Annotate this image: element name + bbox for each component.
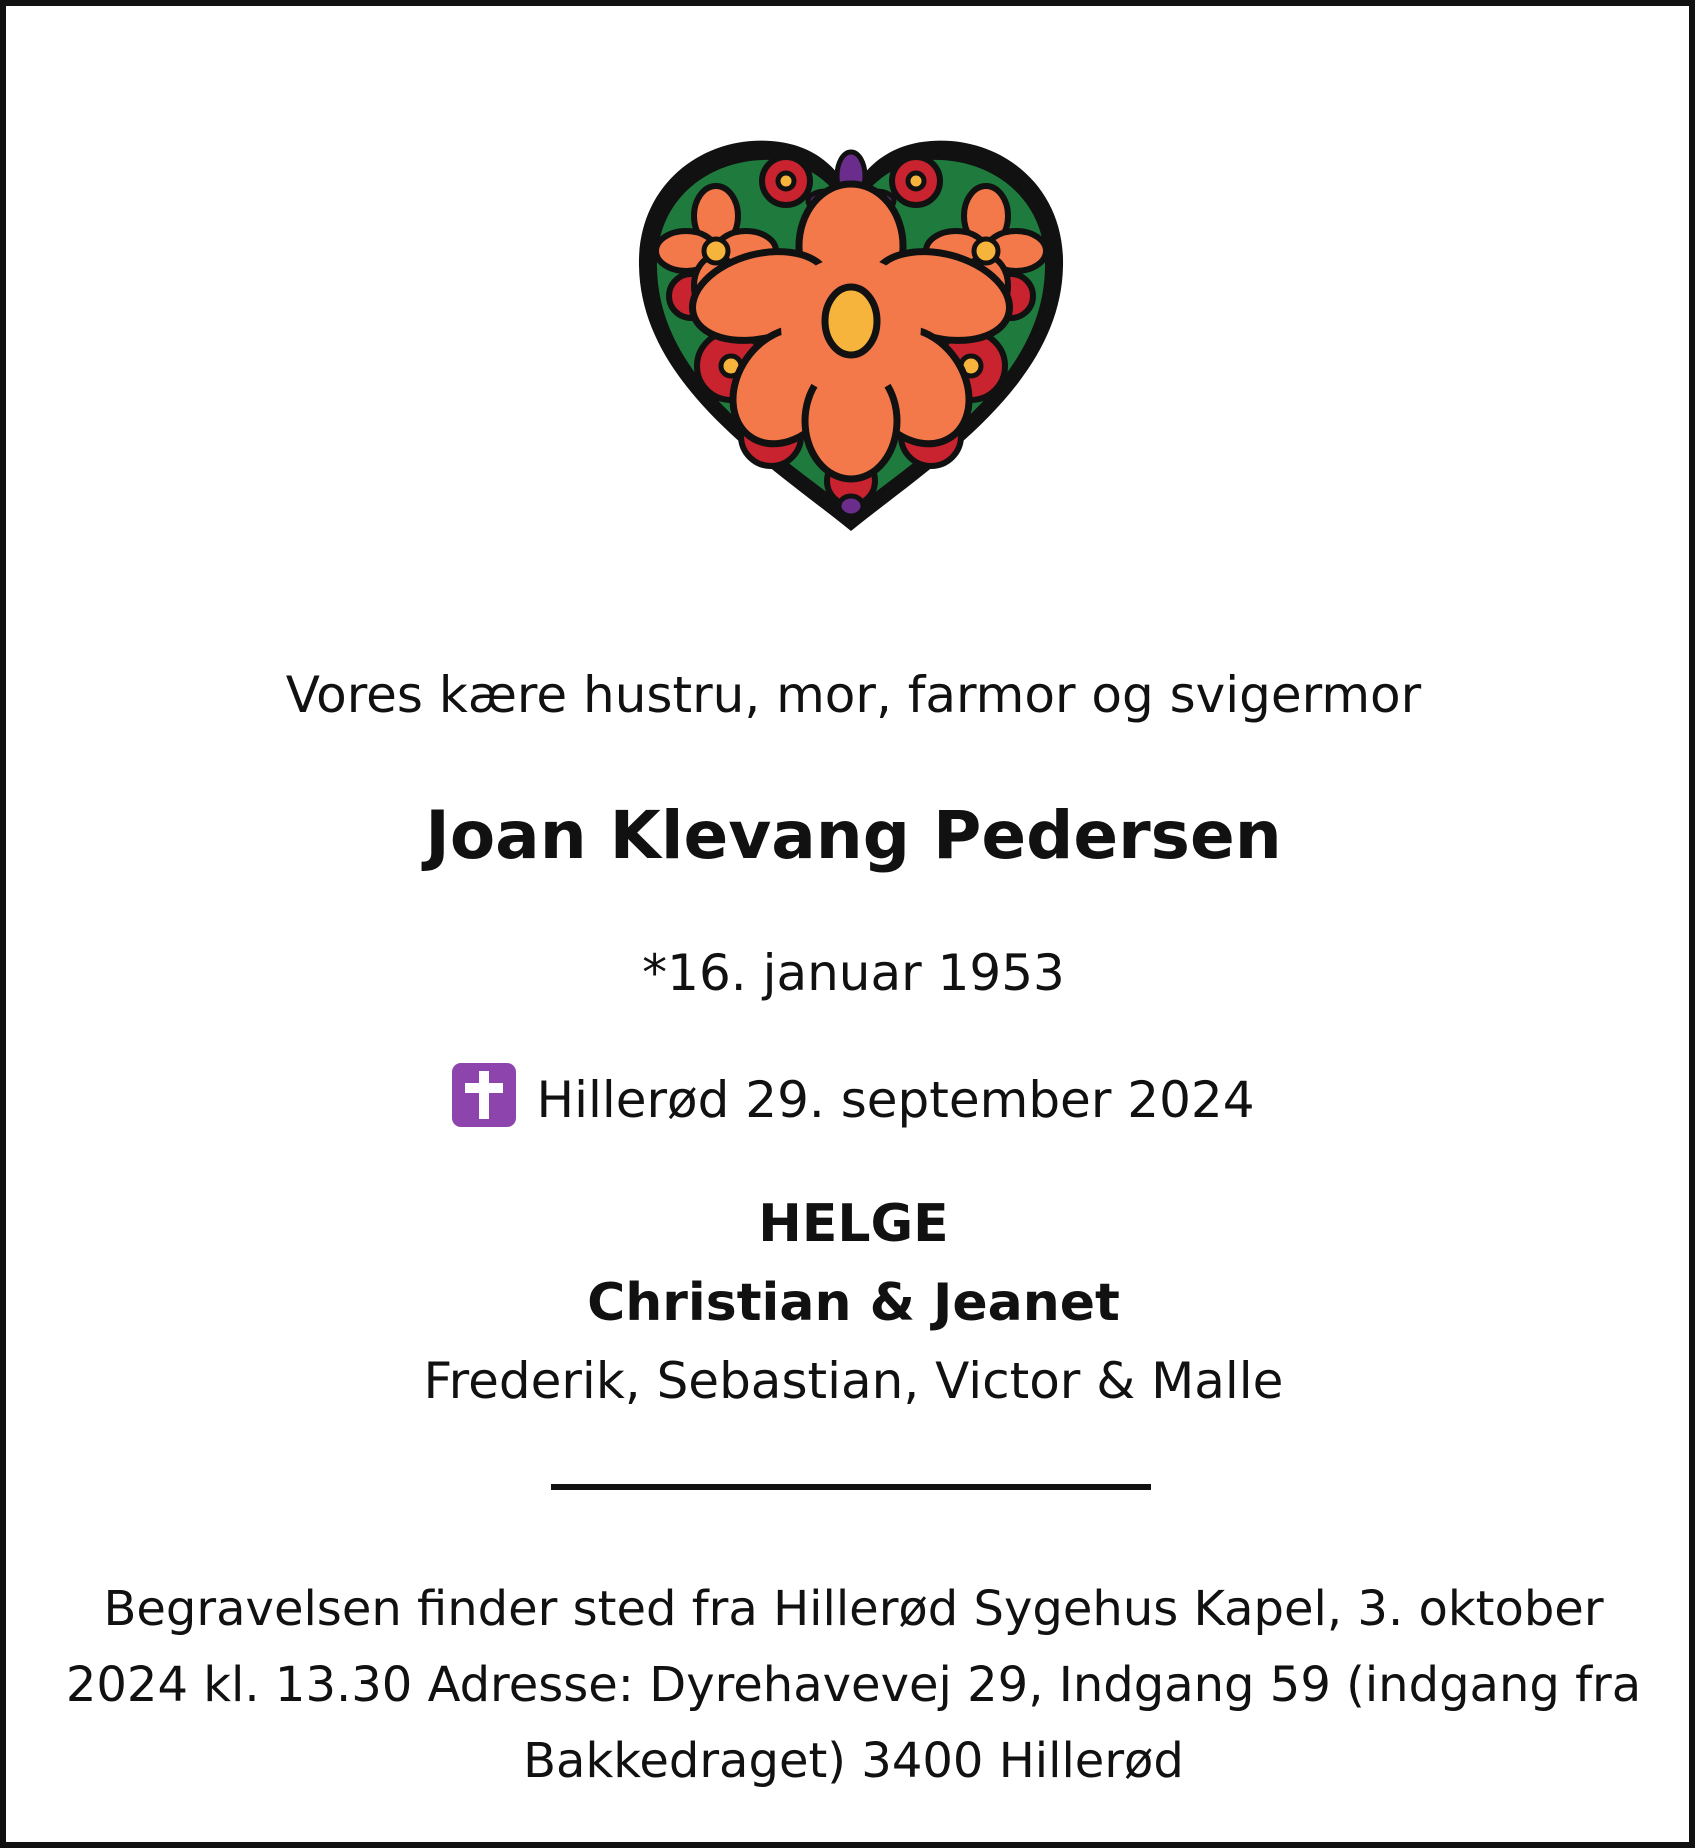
signer-grandchildren: Frederik, Sebastian, Victor & Malle — [423, 1352, 1284, 1410]
flower-heart-icon — [621, 136, 1081, 536]
signer-spouse: HELGE — [758, 1194, 949, 1254]
birth-date: *16. januar 1953 — [642, 944, 1065, 1002]
intro-text: Vores kære hustru, mor, farmor og svigermor — [285, 666, 1422, 724]
death-date: Hillerød 29. september 2024 — [536, 1071, 1255, 1129]
signer-children: Christian & Jeanet — [587, 1273, 1120, 1333]
funeral-info-line-3: Bakkedraget) 3400 Hillerød — [523, 1733, 1184, 1789]
divider-line — [551, 1484, 1151, 1490]
funeral-info-line-1: Begravelsen finder sted fra Hillerød Sygehus Kapel, 3. oktober — [103, 1581, 1604, 1637]
latin-cross-icon — [452, 1063, 516, 1127]
deceased-name: Joan Klevang Pedersen — [425, 797, 1282, 874]
funeral-info-line-2: 2024 kl. 13.30 Adresse: Dyrehavevej 29, Indgang 59 (indgang fra — [65, 1657, 1642, 1713]
death-line — [6, 1063, 1695, 1134]
